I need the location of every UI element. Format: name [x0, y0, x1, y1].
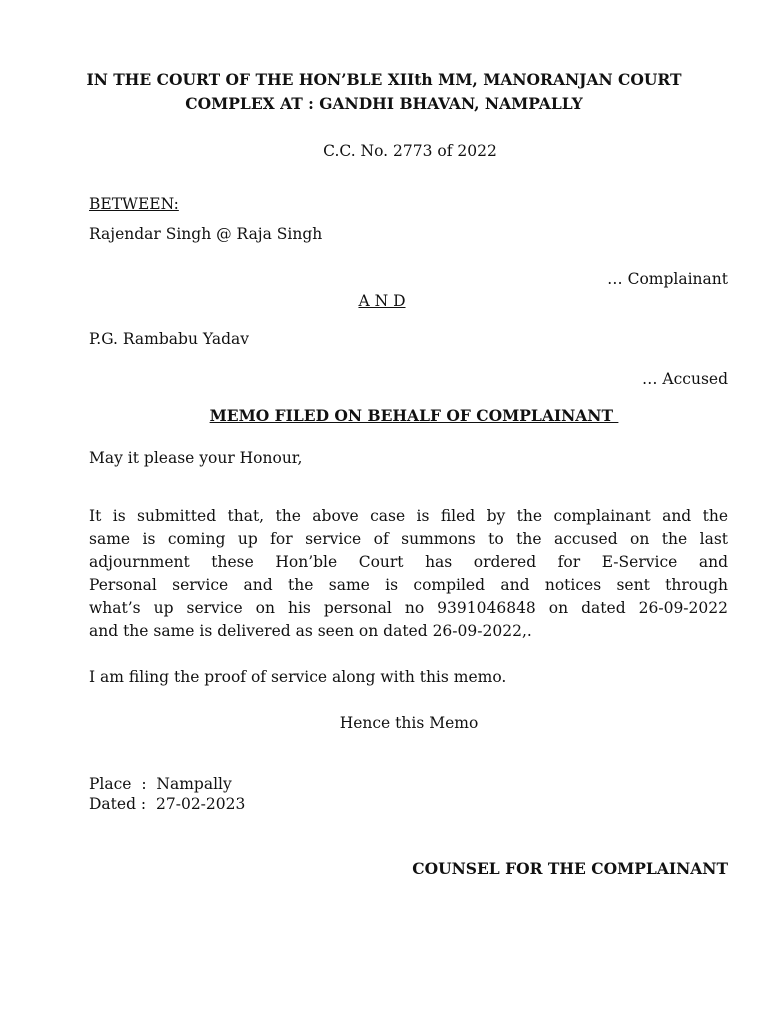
body-line: what’s up service on his personal no 9391046848 on dated 26-09-2022	[89, 599, 728, 617]
body-line: same is coming up for service of summons to the accused on the last	[89, 530, 728, 548]
accused-name: P.G. Rambabu Yadav	[89, 330, 250, 348]
complainant-name: Rajendar Singh @ Raja Singh	[89, 225, 323, 243]
case-number: C.C. No. 2773 of 2022	[323, 142, 497, 160]
place-line: Place : Nampally	[89, 775, 232, 793]
signature-line: COUNSEL FOR THE COMPLAINANT	[412, 859, 728, 878]
complainant-role: … Complainant	[607, 270, 728, 288]
accused-role: … Accused	[641, 370, 728, 388]
body-line: Personal service and the same is compiled and notices sent through	[89, 576, 728, 594]
body-line: adjournment these Hon’ble Court has ordered for E-Service and	[89, 553, 728, 571]
filing-statement: I am filing the proof of service along with this memo.	[89, 668, 507, 686]
salutation: May it please your Honour,	[89, 449, 303, 467]
body-line: and the same is delivered as seen on dated 26-09-2022,.	[89, 622, 532, 640]
body-paragraph	[89, 505, 728, 643]
closing-line: Hence this Memo	[339, 714, 479, 732]
memo-title: MEMO FILED ON BEHALF OF COMPLAINANT	[209, 406, 619, 425]
between-label: BETWEEN:	[89, 195, 179, 213]
court-heading-line-2: COMPLEX AT : GANDHI BHAVAN, NAMPALLY	[185, 94, 583, 113]
court-heading-line-1: IN THE COURT OF THE HON’BLE XIIth MM, MANORANJAN COURT	[86, 70, 682, 89]
dated-line: Dated : 27-02-2023	[89, 795, 246, 813]
body-line: It is submitted that, the above case is filed by the complainant and the	[89, 507, 728, 525]
and-separator: A N D	[358, 292, 406, 310]
